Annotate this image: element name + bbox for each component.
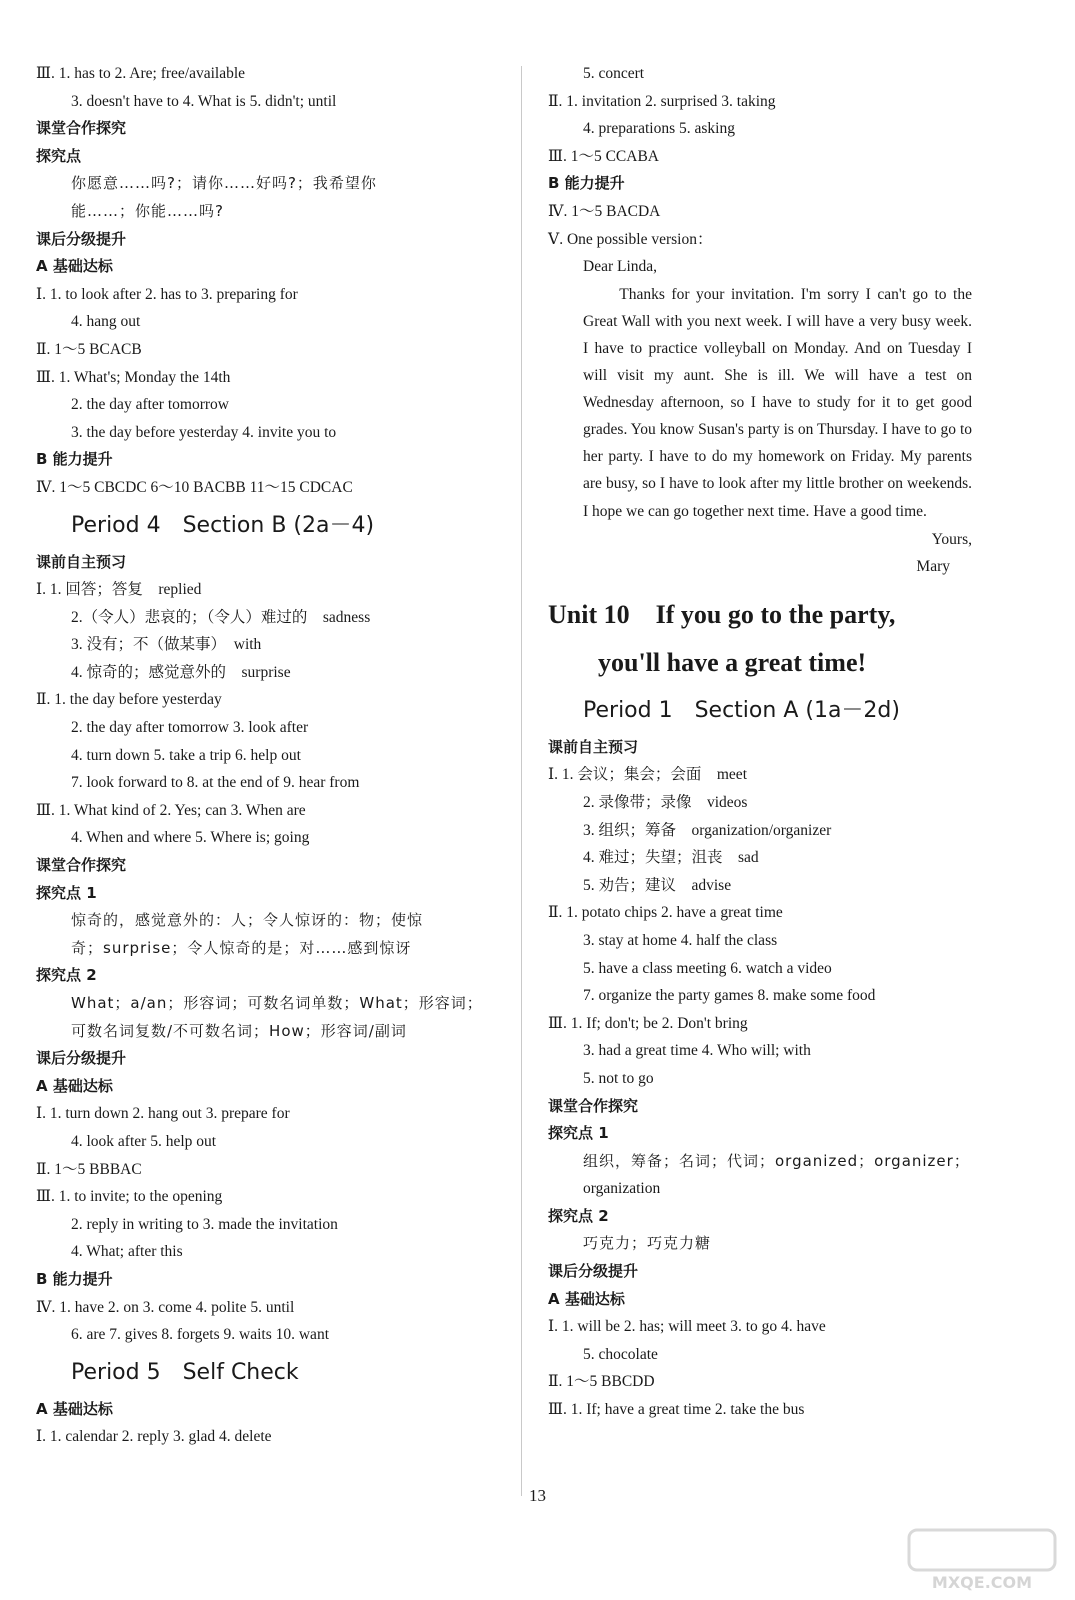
right-top-lines-line: Ⅳ. 1～5 BACDA xyxy=(548,202,661,220)
watermark-text: MXQE.COM xyxy=(931,1573,1033,1592)
right-top-lines-line: Dear Linda, xyxy=(583,258,658,276)
left-lines-line: 2. reply in writing to 3. made the invitation xyxy=(71,1215,338,1233)
left-lines-line: Ⅱ. 1～5 BBBAC xyxy=(36,1160,142,1178)
left-lines-line: 7. look forward to 8. at the end of 9. hear from xyxy=(71,774,360,792)
left-lines-line: Ⅳ. 1. have 2. on 3. come 4. polite 5. until xyxy=(36,1298,295,1316)
page-number: 13 xyxy=(529,1486,546,1505)
right-bottom-lines-line: 5. 劝告；建议 advise xyxy=(583,876,732,894)
left-lines-line: 课堂合作探究 xyxy=(36,856,127,875)
right-bottom-lines-line: Ⅲ. 1. If; have a great time 2. take the bus xyxy=(548,1401,805,1419)
left-lines-line: 课后分级提升 xyxy=(36,1049,127,1068)
right-top-lines-line: Ⅲ. 1～5 CCABA xyxy=(548,147,659,165)
left-lines-line: Ⅲ. 1. to invite; to the opening xyxy=(36,1188,223,1206)
left-lines-line: 探究点 2 xyxy=(36,966,97,985)
right-bottom-lines-line: Ⅱ. 1～5 BBCDD xyxy=(548,1373,655,1391)
left-lines-line: 4. When and where 5. Where is; going xyxy=(71,829,310,847)
left-lines-line: Period 4 Section B (2a－4) xyxy=(71,512,375,538)
left-lines-line: 课前自主预习 xyxy=(36,552,127,571)
right-top-lines-line: Ⅴ. One possible version： xyxy=(548,230,713,248)
right-bottom-lines-line: organization xyxy=(583,1180,661,1198)
left-lines-line: Ⅰ. 1. 回答；答复 replied xyxy=(36,581,202,599)
right-bottom-lines-line: 5. not to go xyxy=(583,1069,654,1087)
right-top-lines-line: Ⅱ. 1. invitation 2. surprised 3. taking xyxy=(548,92,776,110)
right-bottom-lines-line: Ⅲ. 1. If; don't; be 2. Don't bring xyxy=(548,1014,748,1032)
left-lines-line: Ⅳ. 1～5 CBCDC 6～10 BACBB 11～15 CDCAC xyxy=(36,478,353,496)
right-bottom-lines-line: 3. had a great time 4. Who will; with xyxy=(583,1042,811,1060)
left-lines-line: 探究点 xyxy=(36,146,82,165)
left-lines-line: 惊奇的，感觉意外的：人；令人惊讶的：物；使惊 xyxy=(71,911,424,930)
left-lines-line: 6. are 7. gives 8. forgets 9. waits 10. want xyxy=(71,1326,329,1344)
right-top-lines-line: 5. concert xyxy=(583,65,645,82)
right-bottom-lines-line: Ⅱ. 1. potato chips 2. have a great time xyxy=(548,904,783,922)
right-bottom-lines-line: 4. 难过；失望；沮丧 sad xyxy=(583,849,759,867)
left-lines-line: 4. turn down 5. take a trip 6. help out xyxy=(71,746,301,764)
right-bottom-lines-line: Period 1 Section A (1a－2d) xyxy=(583,697,900,723)
left-lines-line: 4. 惊奇的；感觉意外的 surprise xyxy=(71,663,291,681)
right-bottom-lines-line: 5. have a class meeting 6. watch a video xyxy=(583,959,832,977)
right-bottom-answers xyxy=(548,687,998,1424)
left-lines-line: 3. 没有；不（做某事） with xyxy=(71,636,262,654)
left-lines-line: 2. the day after tomorrow 3. look after xyxy=(71,719,309,737)
left-lines-line: 你愿意……吗?；请你……好吗?；我希望你 xyxy=(71,174,377,193)
left-lines-line: Period 5 Self Check xyxy=(71,1359,299,1385)
right-bottom-lines-line: Ⅰ. 1. 会议；集会；会面 meet xyxy=(548,766,747,784)
right-top-lines-line: 4. preparations 5. asking xyxy=(583,120,735,138)
right-bottom-lines-line: 7. organize the party games 8. make some food xyxy=(583,987,876,1005)
left-lines-line: 3. doesn't have to 4. What is 5. didn't; until xyxy=(71,92,337,110)
left-lines-line: 2. the day after tomorrow xyxy=(71,396,229,414)
right-bottom-lines-line: 课前自主预习 xyxy=(548,737,639,756)
left-lines-line: 4. hang out xyxy=(71,313,141,331)
left-lines-line: Ⅲ. 1. What kind of 2. Yes; can 3. When are xyxy=(36,801,306,819)
left-lines-line: 探究点 1 xyxy=(36,883,97,902)
right-bottom-lines-line: 探究点 1 xyxy=(548,1124,609,1143)
left-lines-line: B 能力提升 xyxy=(36,1269,113,1288)
right-bottom-lines-line: 3. 组织；筹备 organization/organizer xyxy=(583,821,832,839)
left-lines-line: 2.（令人）悲哀的；（令人）难过的 sadness xyxy=(71,608,371,626)
left-lines-line: What；a/an；形容词；可数名词单数；What；形容词； xyxy=(71,994,483,1012)
left-lines-line: 可数名词复数/不可数名词；How；形容词/副词 xyxy=(71,1021,407,1040)
left-lines-line: Ⅱ. 1. the day before yesterday xyxy=(36,691,222,709)
left-lines-line: Ⅰ. 1. turn down 2. hang out 3. prepare for xyxy=(36,1105,290,1123)
left-lines-line: 奇；surprise；令人惊奇的是；对……感到惊讶 xyxy=(71,938,412,957)
left-lines-line: A 基础达标 xyxy=(36,257,113,276)
right-bottom-lines-line: 5. chocolate xyxy=(583,1345,658,1363)
left-lines-line: 4. What; after this xyxy=(71,1243,183,1261)
left-lines-line: Ⅲ. 1. What's; Monday the 14th xyxy=(36,368,231,386)
right-top-lines-line: B 能力提升 xyxy=(548,174,625,193)
left-lines-line: 4. look after 5. help out xyxy=(71,1132,217,1150)
left-lines-line: B 能力提升 xyxy=(36,450,113,469)
left-lines-line: A 基础达标 xyxy=(36,1076,113,1095)
right-column xyxy=(548,60,998,1424)
right-bottom-lines-line: 2. 录像带；录像 videos xyxy=(583,793,748,811)
left-column xyxy=(36,60,483,1451)
letter-signature: Mary xyxy=(916,558,950,576)
left-lines-line: 3. the day before yesterday 4. invite you to xyxy=(71,423,337,441)
left-lines-line: Ⅰ. 1. calendar 2. reply 3. glad 4. delete xyxy=(36,1428,272,1446)
right-bottom-lines-line: 探究点 2 xyxy=(548,1206,609,1225)
right-bottom-lines-line: Ⅰ. 1. will be 2. has; will meet 3. to go 4. have xyxy=(548,1318,826,1336)
column-divider xyxy=(521,66,522,1496)
left-lines-line: Ⅲ. 1. has to 2. Are; free/available xyxy=(36,65,246,82)
right-bottom-lines-line: 巧克力；巧克力糖 xyxy=(583,1234,712,1253)
right-bottom-lines-line: 课后分级提升 xyxy=(548,1262,639,1281)
left-lines-line: Ⅰ. 1. to look after 2. has to 3. preparing for xyxy=(36,285,298,303)
unit-title-line2: you'll have a great time! xyxy=(598,647,867,677)
left-lines-line: 课堂合作探究 xyxy=(36,119,127,138)
watermark-logo xyxy=(907,1526,1057,1594)
right-bottom-lines-line: 组织，筹备；名词；代词；organized；organizer； xyxy=(583,1151,970,1170)
right-bottom-lines-line: 课堂合作探究 xyxy=(548,1096,639,1115)
letter-body: Thanks for your invitation. I'm sorry I can't go to the Great Wall with you next week. I will have a very busy week. I have to practice volleyball on Monday. And on Tuesday I will visit my aunt. She is ill. We will have a test on Wednesday afternoon, so I have to study for it to get good grades. You know Susan's party is on Thursday. I have to go to her party. I have to do my homework on Friday. My parents are busy, so I have to look after my little brother on weekends. I hope we can go together next time. Have a good time. xyxy=(583,285,972,520)
right-top-answers xyxy=(548,60,998,281)
left-lines-line: A 基础达标 xyxy=(36,1399,113,1418)
right-bottom-lines-line: A 基础达标 xyxy=(548,1289,625,1308)
right-bottom-lines-line: 3. stay at home 4. half the class xyxy=(583,931,778,949)
letter-closing: Yours, xyxy=(931,530,972,548)
left-lines-line: 能……；你能……吗? xyxy=(71,201,224,220)
left-lines-line: Ⅱ. 1～5 BCACB xyxy=(36,340,142,358)
unit-title-line1: Unit 10 If you go to the party, xyxy=(548,599,896,629)
left-lines-line: 课后分级提升 xyxy=(36,229,127,248)
